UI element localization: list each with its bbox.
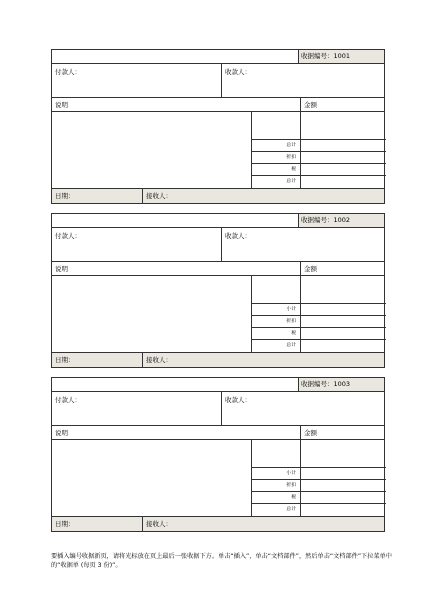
parties-row [52,392,384,426]
date-label: 日期： [55,356,75,364]
receipt-number-field [298,214,384,227]
subtotal-row [251,139,386,151]
receipt-header [52,214,384,228]
receipt-number-field [298,50,384,63]
recipient-label: 接收人： [142,189,172,203]
date-label: 日期： [55,520,75,528]
receipt-number-value: 1001 [333,52,351,60]
receipt-header [52,50,384,64]
receipt-footer [52,517,384,531]
receipt-header [52,378,384,392]
discount-row [251,479,386,491]
parties-row [52,64,384,98]
receipt-3 [51,377,385,532]
total-label: 总计 [286,343,296,348]
discount-label: 折扣 [286,155,296,160]
discount-label: 折扣 [286,483,296,488]
description-label: 说明 [55,101,68,109]
total-row [251,175,386,189]
subtotal-label: 小计 [286,307,296,312]
total-row [251,339,386,353]
total-row [251,503,386,517]
subtotal-row [251,467,386,479]
subtotal-row [251,303,386,315]
receipt-footer [52,353,384,367]
description-header [52,262,384,276]
payee-label: 收款人： [225,232,251,240]
subtotal-label: 小计 [286,471,296,476]
payer-label: 付款人： [55,232,81,240]
line-items-area [52,112,384,189]
payee-field [222,228,386,262]
payer-field [52,228,222,262]
subtotal-label: 总计 [286,143,296,148]
date-label: 日期： [55,192,75,200]
discount-label: 折扣 [286,319,296,324]
payer-field [52,64,222,98]
description-label: 说明 [55,265,68,273]
tax-row [251,163,386,175]
payee-field [222,392,386,426]
line-items-area [52,440,384,517]
recipient-label: 接收人： [142,517,172,531]
tax-label: 税 [291,495,296,500]
description-header [52,98,384,112]
receipt-number-field [298,378,384,391]
receipt-number-label: 收据编号： [301,380,334,388]
payer-label: 付款人： [55,396,81,404]
tax-label: 税 [291,167,296,172]
discount-row [251,151,386,163]
receipt-footer [52,189,384,203]
receipt-1 [51,49,385,204]
amount-label: 金额 [300,262,386,275]
payee-label: 收款人： [225,396,251,404]
payee-field [222,64,386,98]
receipt-number-value: 1003 [333,380,351,388]
tax-label: 税 [291,331,296,336]
amount-label: 金额 [300,98,386,111]
discount-row [251,315,386,327]
recipient-label: 接收人： [142,353,172,367]
payer-label: 付款人： [55,68,81,76]
payer-field [52,392,222,426]
instructions-text: 要插入编号收据新页，请将光标放在页上最后一张收据下方。单击“插入”，单击“文档部件”，然后单击“文档部件”下拉菜单中的“收据单 (每页 3 份)”。 [51,553,392,569]
parties-row [52,228,384,262]
tax-row [251,491,386,503]
payee-label: 收款人： [225,68,251,76]
receipt-2 [51,213,385,368]
description-header [52,426,384,440]
total-label: 总计 [286,507,296,512]
receipt-number-value: 1002 [333,216,351,224]
receipt-number-label: 收据编号： [301,216,334,224]
line-items-area [52,276,384,353]
description-label: 说明 [55,429,68,437]
tax-row [251,327,386,339]
amount-label: 金额 [300,426,386,439]
total-label: 总计 [286,179,296,184]
receipt-number-label: 收据编号： [301,52,334,60]
